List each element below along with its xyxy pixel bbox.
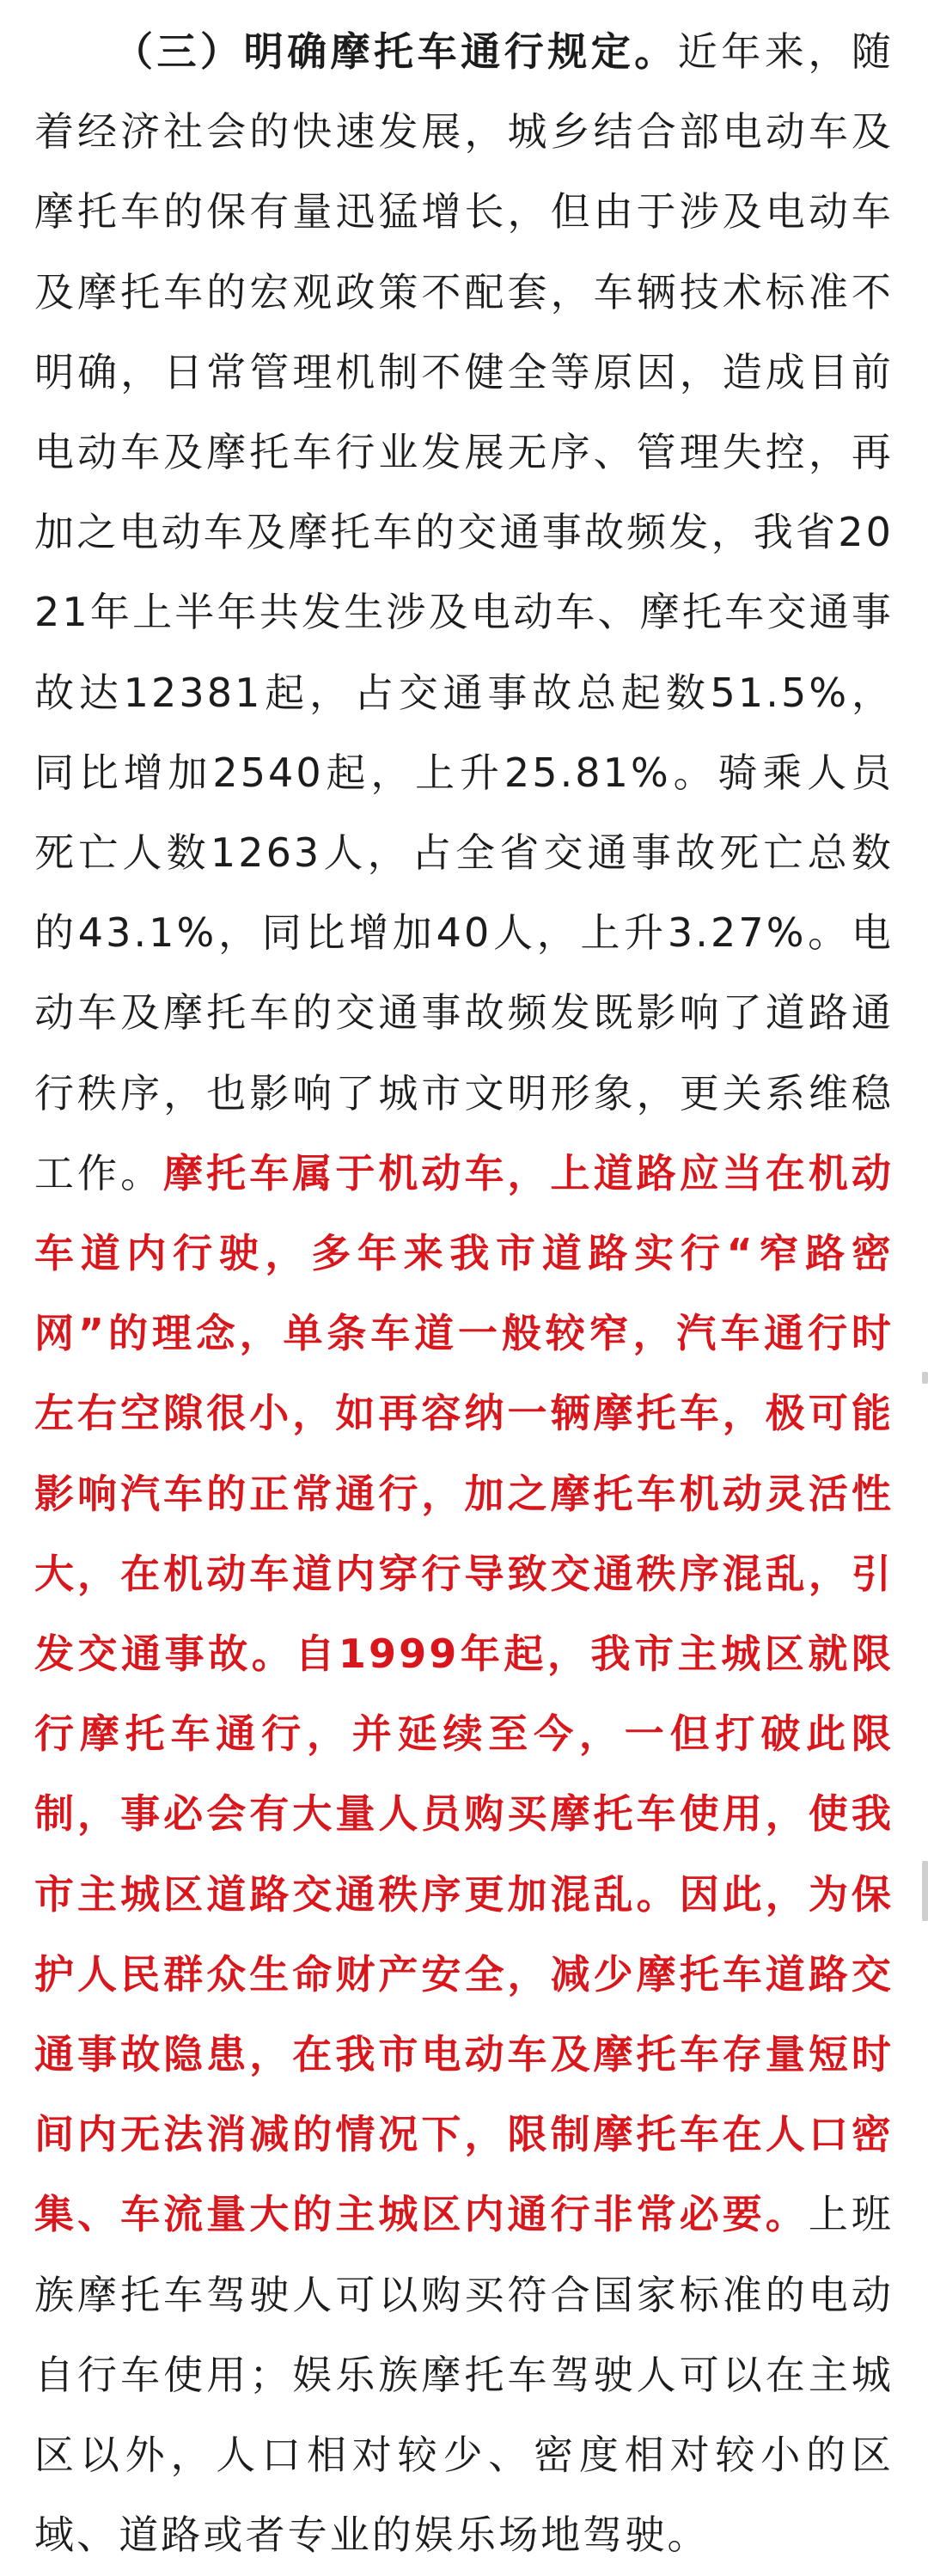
section-heading: （三）明确摩托车通行规定。 [113, 28, 678, 75]
scrollbar-thumb-small[interactable] [922, 1372, 928, 1384]
scrollbar-thumb[interactable] [922, 1861, 928, 1921]
article-paragraph [34, 12, 894, 2576]
body-text-closing: 上班族摩托车驾驶人可以购买符合国家标准的电动自行车使用；娱乐族摩托车驾驶人可以在主城区以外，人口相对较少、密度相对较小的区域、道路或者专业的娱乐场地驾驶。 [34, 2191, 894, 2559]
body-text-intro: 近年来，随着经济社会的快速发展，城乡结合部电动车及摩托车的保有量迅猛增长，但由于涉及电动车及摩托车的宏观政策不配套，车辆技术标准不明确，日常管理机制不健全等原因，造成目前电动车及摩托车行业发展无序、管理失控，再加之电动车及摩托车的交通事故频发，我省2021年上半年共发生涉及电动车、摩托车交通事故达12381起，占交通事故总起数51.5%，同比增加2540起，上升25.81%。骑乘人员死亡人数1263人，占全省交通事故死亡总数的43.1%，同比增加40人，上升3.27%。电动车及摩托车的交通事故频发既影响了道路通行秩序，也影响了城市文明形象，更关系维稳工作。 [34, 28, 894, 1196]
emphasized-text: 摩托车属于机动车，上道路应当在机动车道内行驶，多年来我市道路实行“窄路密网”的理念，单条车道一般较窄，汽车通行时左右空隙很小，如再容纳一辆摩托车，极可能影响汽车的正常通行，加之摩托车机动灵活性大，在机动车道内穿行导致交通秩序混乱，引发交通事故。自1999年起，我市主城区就限行摩托车通行，并延续至今，一但打破此限制，事必会有大量人员购买摩托车使用，使我市主城区道路交通秩序更加混乱。因此，为保护人民群众生命财产安全，减少摩托车道路交通事故隐患，在我市电动车及摩托车存量短时间内无法消减的情况下，限制摩托车在人口密集、车流量大的主城区内通行非常必要。 [34, 1149, 894, 2238]
